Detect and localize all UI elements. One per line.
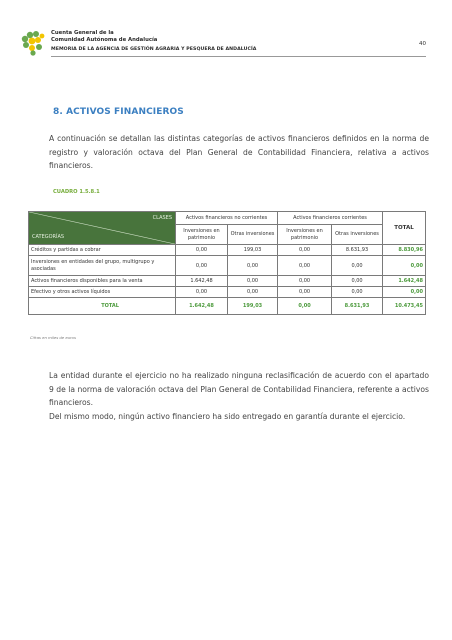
- table-cell: 0,00: [228, 276, 278, 287]
- table-note: Cifras en miles de euros: [30, 335, 76, 340]
- table-corner-header: [29, 212, 176, 245]
- total-cell: 0,00: [278, 298, 332, 315]
- table-cell: 0,00: [278, 256, 332, 276]
- table-cell: 0,00: [228, 256, 278, 276]
- sub-header: Otras inversiones: [332, 225, 383, 245]
- group-header-current: Activos financieros corrientes: [278, 212, 383, 225]
- body-paragraph: Del mismo modo, ningún activo financiero ha sido entregado en garantía durante el ejercicio.: [49, 412, 406, 421]
- row-total-cell: 0,00: [383, 287, 426, 298]
- table-cell: 0,00: [332, 287, 383, 298]
- total-cell: 8.631,93: [332, 298, 383, 315]
- financial-assets-table: [28, 211, 426, 315]
- org-line-1: Cuenta General de la: [51, 30, 114, 36]
- corner-clases-label: CLASES: [152, 215, 172, 221]
- row-total-cell: 8.830,96: [383, 245, 426, 256]
- header-memoria-title: MEMORIA DE LA AGENCIA DE GESTIÓN AGRARIA Y PESQUERA DE ANDALUCÍA: [51, 47, 257, 52]
- row-total-cell: 1.642,48: [383, 276, 426, 287]
- total-cell: 1.642,48: [176, 298, 228, 315]
- table-cell: 0,00: [332, 256, 383, 276]
- group-header-non-current: Activos financieros no corrientes: [176, 212, 278, 225]
- total-cell: 199,03: [228, 298, 278, 315]
- row-total-cell: 0,00: [383, 256, 426, 276]
- row-label: Inversiones en entidades del grupo, multigrupo y asociadas: [29, 256, 176, 276]
- table-cell: 199,03: [228, 245, 278, 256]
- table-cell: 1.642,48: [176, 276, 228, 287]
- total-column-header: TOTAL: [383, 212, 426, 245]
- row-label: Activos financieros disponibles para la venta: [29, 276, 176, 287]
- table-total-row: [29, 298, 426, 315]
- sub-header: Inversiones en patrimonio: [278, 225, 332, 245]
- table-cell: 0,00: [228, 287, 278, 298]
- table-cell: 0,00: [176, 245, 228, 256]
- sub-header: Otras inversiones: [228, 225, 278, 245]
- corner-categorias-label: CATEGORÍAS: [32, 234, 65, 240]
- table-cell: 0,00: [278, 287, 332, 298]
- table-row: [29, 256, 426, 276]
- table-cell: 0,00: [176, 287, 228, 298]
- header-organization: [51, 30, 157, 44]
- page-number: 40: [419, 41, 426, 47]
- section-title: 8. ACTIVOS FINANCIEROS: [53, 107, 184, 117]
- grand-total-cell: 10.473,45: [383, 298, 426, 315]
- table-cell: 0,00: [278, 245, 332, 256]
- row-label: Efectivo y otros activos líquidos: [29, 287, 176, 298]
- total-row-label: TOTAL: [29, 298, 176, 315]
- table-cell: 8.631,93: [332, 245, 383, 256]
- table-cell: 0,00: [332, 276, 383, 287]
- body-paragraph: La entidad durante el ejercicio no ha realizado ninguna reclasificación de acuerdo con el apartado 9 de la norma de valoración octava del Plan General de Contabilidad Financiera, referente a activos financieros.: [49, 371, 429, 407]
- table-row: [29, 276, 426, 287]
- row-label: Créditos y partidas a cobrar: [29, 245, 176, 256]
- table-row: [29, 245, 426, 256]
- sub-header: Inversiones en patrimonio: [176, 225, 228, 245]
- org-line-2: Comunidad Autónoma de Andalucía: [51, 37, 158, 43]
- junta-andalucia-logo: [21, 30, 45, 56]
- header-divider: [51, 56, 426, 57]
- table-cell: 0,00: [278, 276, 332, 287]
- table-row: [29, 287, 426, 298]
- table-cell: 0,00: [176, 256, 228, 276]
- table-caption: CUADRO 1.5.8.1: [53, 189, 100, 195]
- intro-paragraph: A continuación se detallan las distintas categorías de activos financieros definidos en la norma de registro y valoración octava del Plan General de Contabilidad Financiera, relativa a activos financieros.: [49, 134, 429, 170]
